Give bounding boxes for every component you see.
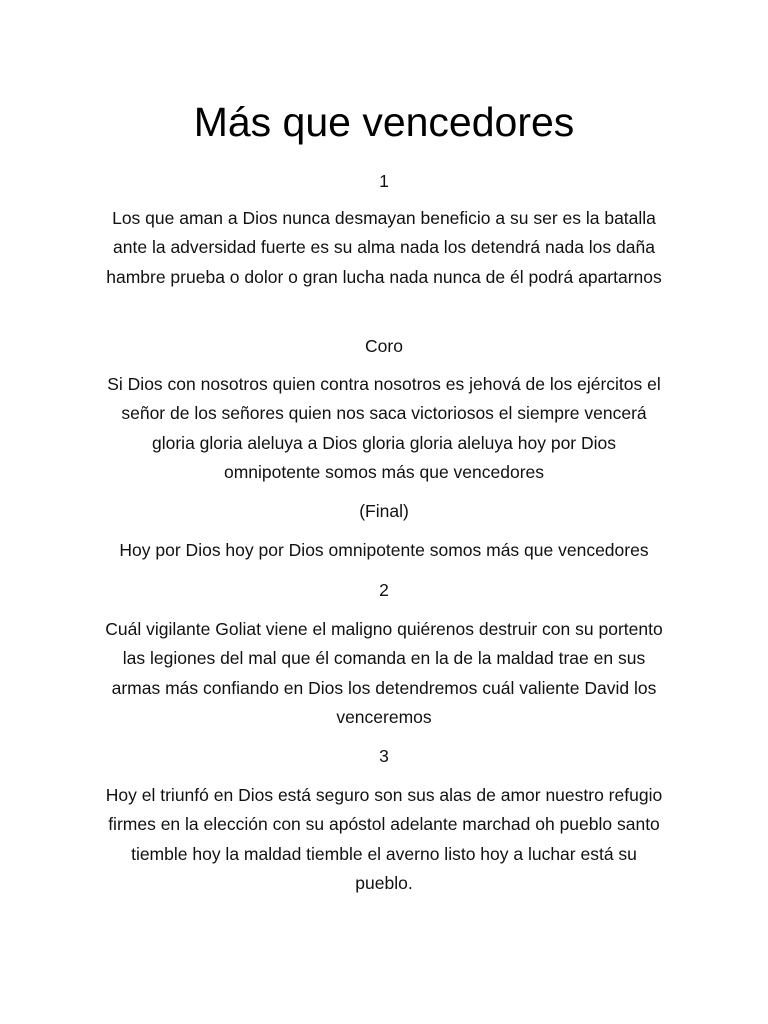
verse-3-number: 3 <box>379 746 389 766</box>
final-text: Hoy por Dios hoy por Dios omnipotente somos más que vencedores <box>119 540 649 560</box>
chorus-text: Si Dios con nosotros quien contra nosotros es jehová de los ejércitos el señor de los señores quien nos saca victoriosos el siempre vencerá gloria gloria aleluya a Dios gloria gloria aleluya hoy por Dios omnipotente somos más que vencedores <box>107 374 661 482</box>
page-title: Más que vencedores <box>193 99 575 145</box>
verse-1-text: Los que aman a Dios nunca desmayan beneficio a su ser es la batalla ante la adversidad fuerte es su alma nada los detendrá nada los daña hambre prueba o dolor o gran lucha nada nunca de él podrá apartarnos <box>106 208 662 287</box>
verse-3-text: Hoy el triunfó en Dios está seguro son sus alas de amor nuestro refugio firmes en la elección con su apóstol adelante marchad oh pueblo santo tiemble hoy la maldad tiemble el averno listo hoy a luchar está su pueblo. <box>105 785 663 893</box>
verse-2-text: Cuál vigilante Goliat viene el maligno quiérenos destruir con su portento las legiones del mal que él comanda en la de la maldad trae en sus armas más confiando en Dios los detendremos cuál valiente David los venceremos <box>105 619 663 727</box>
verse-1-number: 1 <box>379 171 389 191</box>
chorus-label: Coro <box>365 336 403 356</box>
verse-2-number: 2 <box>379 580 389 600</box>
final-label: (Final) <box>359 501 409 521</box>
